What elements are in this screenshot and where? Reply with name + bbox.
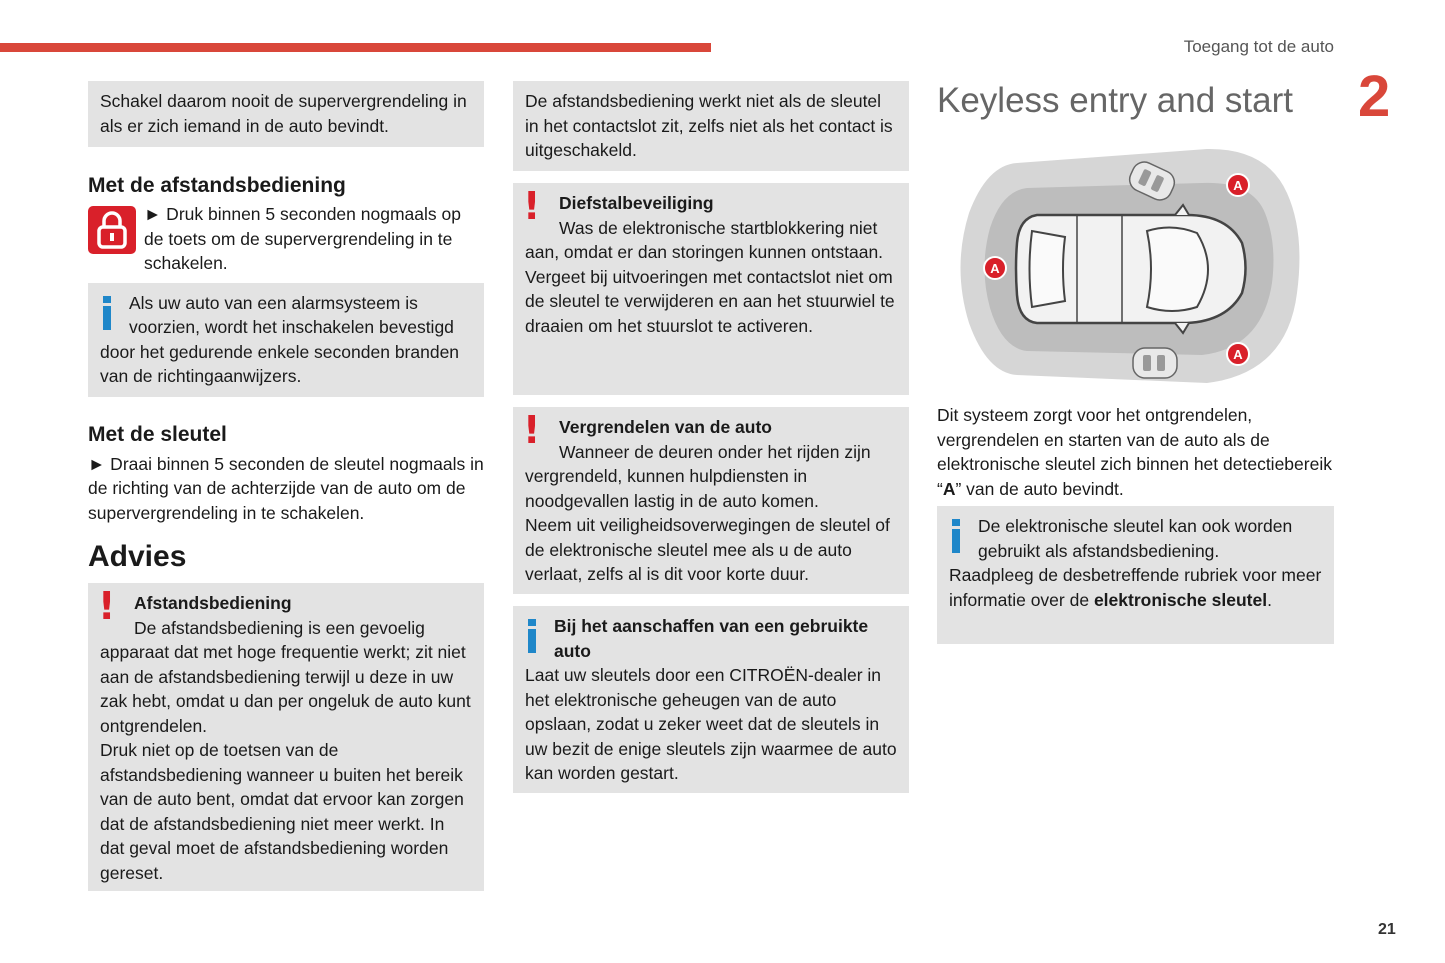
detection-zone-label-a bbox=[1227, 174, 1249, 196]
section-header: Toegang tot de auto bbox=[1183, 37, 1334, 56]
keyless-figure bbox=[957, 143, 1302, 393]
electronic-key-info-box bbox=[937, 506, 1334, 644]
lock-title: Vergrendelen van de auto bbox=[559, 417, 772, 437]
warning-icon: ! bbox=[98, 584, 116, 628]
detection-zone-label-a bbox=[1227, 343, 1249, 365]
keyless-description bbox=[937, 403, 1334, 501]
desc-bold: A bbox=[942, 478, 956, 499]
car-detection-diagram bbox=[957, 143, 1302, 393]
lock-warning-box bbox=[513, 407, 909, 594]
key-instruction: ► Draai binnen 5 seconden de sleutel nogmaals in de richting van de achterzijde van de auto om de supervergrendeling in te schakelen. bbox=[88, 453, 484, 523]
page-number: 21 bbox=[1378, 921, 1396, 938]
info-icon bbox=[949, 519, 963, 557]
advice-heading: Advies bbox=[88, 540, 187, 573]
column-1 bbox=[88, 81, 484, 891]
lock-icon bbox=[88, 206, 136, 254]
info-icon bbox=[525, 619, 539, 657]
svg-text:A: A bbox=[1233, 347, 1243, 362]
advice-warning-box bbox=[88, 583, 484, 891]
alarm-info-box bbox=[88, 283, 484, 397]
alarm-info-text: Als uw auto van een alarmsysteem is voorzien, wordt het inschakelen bevestigd door het gedurende enkele seconden branden van de richtingaanwijzers. bbox=[100, 292, 460, 386]
contact-note-text: De afstandsbediening werkt niet als de sleutel in het contactslot zit, zelfs niet als het contact is uitgeschakeld. bbox=[525, 91, 893, 160]
theft-title: Diefstalbeveiliging bbox=[559, 193, 714, 213]
info-text-2: Raadpleeg de desbetreffende rubriek voor meer informatie over de bbox=[949, 565, 1322, 610]
supervergrendeling-note bbox=[88, 81, 484, 147]
info-icon bbox=[100, 296, 114, 334]
svg-text:A: A bbox=[1233, 178, 1243, 193]
lock-text: Wanneer de deuren onder het rijden zijn vergrendeld, kunnen hulpdiensten in noodgevallen lastig in de auto komen. bbox=[525, 441, 871, 511]
accent-bar bbox=[0, 43, 711, 52]
chapter-number: 2 bbox=[1358, 64, 1391, 129]
detection-zone-label-a bbox=[984, 257, 1006, 279]
info-end: . bbox=[1267, 589, 1272, 610]
column-3 bbox=[937, 81, 1334, 644]
warning-icon: ! bbox=[523, 408, 541, 452]
used-car-title: Bij het aanschaffen van een gebruikte auto bbox=[554, 616, 869, 661]
advice-text-2: Druk niet op de toetsen van de afstandsbediening wanneer u buiten het bereik van de auto bent, omdat dat ervoor kan zorgen dat de afstandsbediening niet meer werkt. In dat geval moet de afstandsbediening worden gereset. bbox=[100, 740, 464, 883]
desc-text: Dit systeem zorgt voor het ontgrendelen, vergrendelen en starten van de auto als de elektronische sleutel zich binnen het detectiebereik “ bbox=[937, 405, 1332, 499]
contact-note bbox=[513, 81, 909, 171]
svg-text:A: A bbox=[990, 261, 1000, 276]
lock-text-2: Neem uit veiligheidsoverwegingen de sleutel of de elektronische sleutel mee als u de auto verlaat, zelfs al is dit voor korte duur. bbox=[525, 515, 890, 584]
remote-instruction bbox=[88, 202, 484, 276]
note-text: Schakel daarom nooit de supervergrendeling in als er zich iemand in de auto bevindt. bbox=[100, 91, 467, 136]
warning-icon: ! bbox=[523, 184, 541, 228]
used-car-text: Laat uw sleutels door een CITROËN-dealer in het elektronische geheugen van de auto opslaan, zodat u zeker weet dat de sleutels in uw bezit de enige sleutels zijn waarmee de auto kan worden gestart. bbox=[525, 665, 897, 783]
column-2 bbox=[513, 81, 909, 793]
advice-text: De afstandsbediening is een gevoelig apparaat dat met hoge frequentie werkt; zit niet aan de afstandsbediening terwijl u deze in uw zak hebt, omdat u dan per ongeluk de auto kunt ontgrendelen. bbox=[100, 617, 471, 736]
key-heading: Met de sleutel bbox=[88, 422, 227, 446]
remote-text: ► Druk binnen 5 seconden nogmaals op de toets om de supervergrendeling in te schakelen. bbox=[144, 204, 461, 273]
desc-text-end: ” van de auto bevindt. bbox=[955, 478, 1124, 499]
theft-text-2: Vergeet bij uitvoeringen met contactslot niet om de sleutel te verwijderen en aan het stuurwiel te draaien om het stuurslot te activeren. bbox=[525, 266, 895, 336]
info-text: De elektronische sleutel kan ook worden gebruikt als afstandsbediening. bbox=[978, 516, 1293, 561]
advice-title: Afstandsbediening bbox=[134, 593, 292, 613]
used-car-info-box bbox=[513, 606, 909, 793]
info-bold: elektronische sleutel bbox=[1093, 589, 1268, 610]
theft-text: Was de elektronische startblokkering niet aan, omdat er dan storingen kunnen ontstaan. bbox=[525, 217, 884, 262]
theft-warning-box bbox=[513, 183, 909, 395]
remote-heading: Met de afstandsbediening bbox=[88, 174, 346, 197]
keyless-title: Keyless entry and start bbox=[937, 81, 1293, 120]
